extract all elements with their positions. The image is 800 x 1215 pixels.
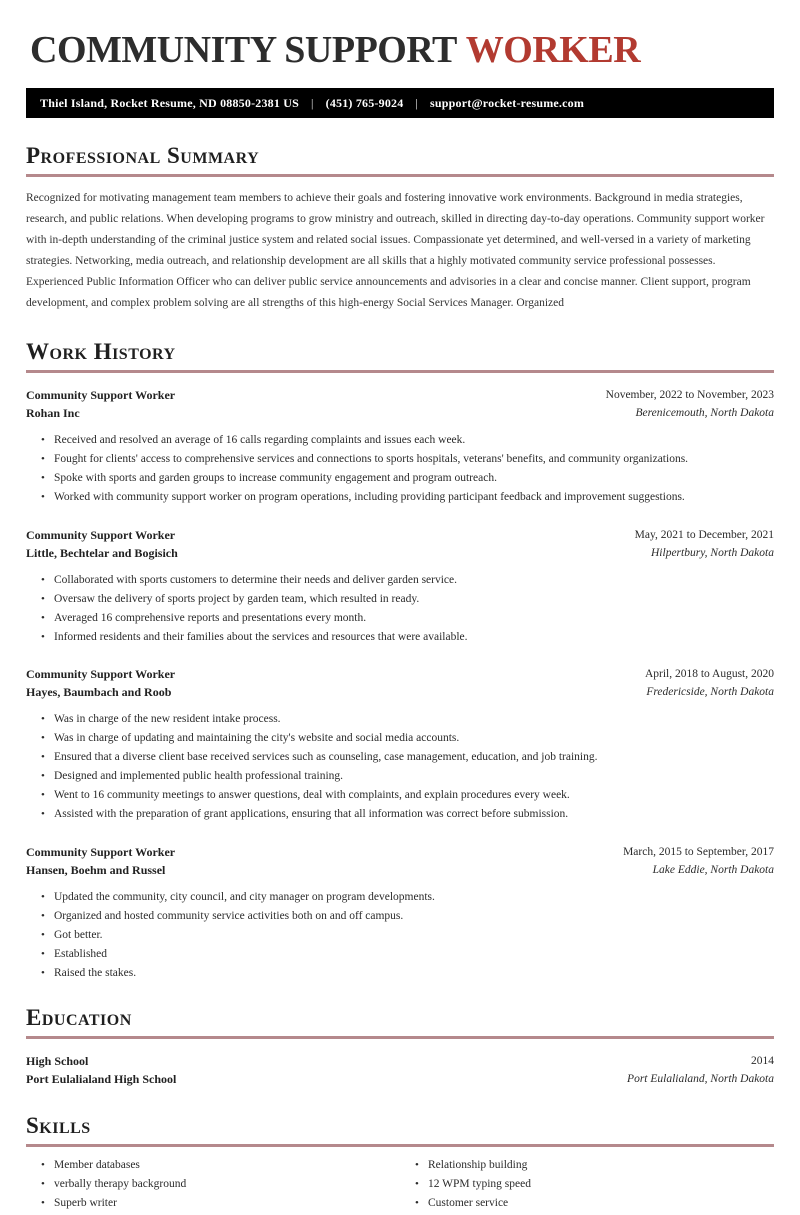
resume-title — [30, 28, 774, 72]
section-education — [26, 1005, 774, 1088]
job-header — [26, 665, 774, 701]
job-dates: March, 2015 to September, 2017 — [623, 845, 774, 858]
skill-item: • Relationship building — [414, 1158, 774, 1173]
job-dates: May, 2021 to December, 2021 — [634, 528, 774, 541]
job-location: Hilpertbury, North Dakota — [651, 546, 774, 559]
skill-item: • verbally therapy background — [40, 1177, 400, 1192]
job-dates: April, 2018 to August, 2020 — [644, 668, 774, 680]
contact-email: support@rocket-resume.com — [430, 95, 585, 110]
education-school: Port Eulalialand High School — [26, 1072, 177, 1086]
job-header-left — [26, 386, 175, 422]
job-bullet: • Averaged 16 comprehensive reports and presentations every month. — [40, 611, 774, 626]
education-location: Port Eulalialand, North Dakota — [627, 1073, 774, 1085]
job-header-left — [26, 665, 175, 701]
skills-column-right — [400, 1158, 774, 1215]
contact-bar — [26, 88, 774, 118]
job-bullet-list — [26, 433, 774, 505]
resume-header — [26, 28, 774, 118]
job-location: Fredericside, North Dakota — [646, 686, 774, 698]
job-bullet: • Oversaw the delivery of sports project by garden team, which resulted in ready. — [40, 592, 774, 607]
job-header-left — [26, 843, 175, 879]
section-skills — [26, 1113, 774, 1215]
job-company: Rohan Inc — [26, 406, 80, 420]
section-rule — [26, 1036, 774, 1039]
section-rule — [26, 1144, 774, 1147]
education-header-right — [627, 1052, 774, 1088]
job-title: Community Support Worker — [26, 844, 176, 859]
resume-title-primary: COMMUNITY SUPPORT — [30, 29, 457, 71]
work-history-heading: Work History — [26, 339, 176, 364]
skill-item: • Customer service — [414, 1196, 774, 1211]
job-bullet: • Fought for clients' access to comprehensive services and connections to sports hospitals, veterans' benefits, and community organizations. — [40, 452, 774, 467]
job-bullet: • Got better. — [40, 928, 774, 943]
job-bullet-list — [26, 573, 774, 645]
job-header-right — [645, 665, 774, 701]
job-bullet: • Ensured that a diverse client base received services such as counseling, case management, education, and job training. — [40, 750, 774, 765]
job-bullet: • Updated the community, city council, and city manager on program developments. — [40, 890, 774, 905]
education-degree: High School — [26, 1054, 89, 1068]
job-entry — [26, 526, 774, 645]
contact-separator: | — [311, 95, 314, 110]
job-bullet: • Received and resolved an average of 16 calls regarding complaints and issues each week. — [40, 433, 774, 448]
skills-columns — [26, 1158, 774, 1215]
education-header — [26, 1052, 774, 1088]
section-rule — [26, 174, 774, 177]
section-work-history — [26, 339, 774, 980]
job-bullet-list — [26, 712, 774, 822]
job-entry — [26, 665, 774, 822]
job-company: Hayes, Baumbach and Roob — [26, 685, 172, 699]
job-company: Hansen, Boehm and Russel — [26, 862, 166, 877]
contact-phone: (451) 765-9024 — [325, 95, 404, 110]
job-header — [26, 843, 774, 879]
skill-item: • 12 WPM typing speed — [414, 1177, 774, 1192]
job-title: Community Support Worker — [26, 667, 176, 681]
job-header-right — [623, 843, 774, 879]
section-professional-summary — [26, 143, 774, 314]
job-header-left — [26, 526, 178, 562]
education-entry — [26, 1052, 774, 1088]
job-bullet: • Established — [40, 947, 774, 962]
education-header-left — [26, 1052, 176, 1088]
contact-separator: | — [415, 95, 419, 110]
job-location: Berenicemouth, North Dakota — [635, 407, 774, 419]
section-rule — [26, 370, 774, 373]
job-bullet: • Collaborated with sports customers to determine their needs and deliver garden service. — [40, 573, 774, 588]
education-year: 2014 — [751, 1055, 774, 1067]
job-entry — [26, 386, 774, 505]
job-title: Community Support Worker — [26, 388, 176, 402]
job-header — [26, 526, 774, 562]
job-location: Lake Eddie, North Dakota — [652, 863, 774, 876]
job-bullet: • Was in charge of updating and maintaining the city's website and social media accounts. — [40, 731, 774, 746]
job-bullet: • Worked with community support worker on program operations, including providing participant feedback and improvement suggestions. — [40, 490, 774, 505]
job-header-right — [635, 526, 774, 562]
job-bullet-list — [26, 890, 774, 981]
summary-text: Recognized for motivating management team members to achieve their goals and fostering innovative work environments. Background in media strategies, research, and public relations. When developing programs to grow ministry and outreach, skilled in directing day-to-day operations. Community support worker with in-depth understanding of the criminal justice system and related social issues. Compassionate yet determined, and well-versed in a variety of marketing strategies. Networking, media outreach, and relationship development are all skills that a highly motivated community service professional possesses. Experienced Public Information Officer who can deliver public service announcements and advisories in a clear and concise manner. Client support, program development, and complex problem solving are all strengths of this high-energy Social Services Manager. Organized — [26, 192, 765, 309]
skills-heading: Skills — [26, 1113, 91, 1138]
job-bullet: • Spoke with sports and garden groups to increase community engagement and program outreach. — [40, 471, 774, 486]
job-header-right — [606, 386, 774, 422]
contact-address: Thiel Island, Rocket Resume, ND 08850-2381 US — [40, 95, 300, 110]
job-header — [26, 386, 774, 422]
resume-title-accent: WORKER — [465, 29, 641, 71]
skill-item: • Member databases — [40, 1158, 400, 1173]
education-heading: Education — [26, 1005, 132, 1030]
skill-item: • Superb writer — [40, 1196, 400, 1211]
job-bullet: • Assisted with the preparation of grant applications, ensuring that all information was correct before submission. — [40, 807, 774, 822]
job-bullet: • Was in charge of the new resident intake process. — [40, 712, 774, 727]
job-entry — [26, 843, 774, 981]
job-company: Little, Bechtelar and Bogisich — [26, 545, 178, 560]
job-dates: November, 2022 to November, 2023 — [605, 389, 774, 401]
job-bullet: • Organized and hosted community service activities both on and off campus. — [40, 909, 774, 924]
job-bullet: • Raised the stakes. — [40, 966, 774, 981]
job-title: Community Support Worker — [26, 527, 176, 542]
job-bullet: • Designed and implemented public health professional training. — [40, 769, 774, 784]
job-bullet: • Informed residents and their families about the services and resources that were available. — [40, 630, 774, 645]
skills-column-left — [26, 1158, 400, 1215]
job-bullet: • Went to 16 community meetings to answer questions, deal with complaints, and explain procedures every week. — [40, 788, 774, 803]
summary-heading: Professional Summary — [26, 143, 260, 168]
